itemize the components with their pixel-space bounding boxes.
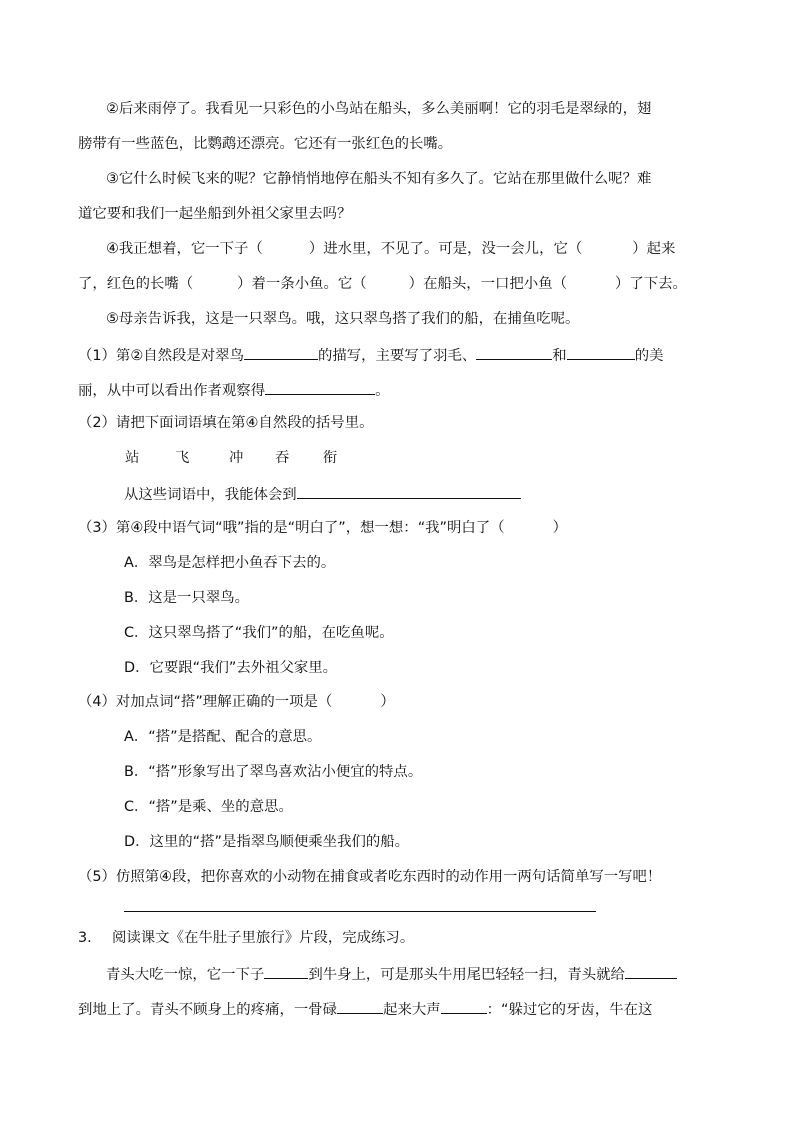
- p4-text-f: ）在船头，一口把小鱼（: [408, 276, 567, 292]
- p4-text-g: ）了下去。: [614, 276, 687, 292]
- question-4-prompt: [78, 692, 395, 712]
- q1-blank-2[interactable]: [476, 344, 552, 360]
- paragraph-2-line-2: 膀带有一些蓝色，比鹦鹉还漂亮。它还有一张红色的长嘴。: [78, 136, 453, 152]
- p4-text-a: ④我正想着，它一下子（: [106, 241, 263, 257]
- q1-blank-4[interactable]: [265, 379, 375, 395]
- section-3-line-2: [78, 998, 652, 1020]
- paragraph-2-line-1: ②后来雨停了。我看见一只彩色的小鸟站在船头，多么美丽啊！它的羽毛是翠绿的，翅: [106, 101, 652, 117]
- q4-option-a[interactable]: A．“搭”是搭配、配合的意思。: [124, 729, 322, 745]
- paragraph-3-line-2: 道它要和我们一起坐船到外祖父家里去吗？: [78, 206, 352, 222]
- q5-answer-line[interactable]: [124, 911, 596, 912]
- p4-text-e: ）着一条小鱼。它（: [237, 276, 367, 292]
- question-2-follow: [124, 483, 521, 505]
- q1-text-e: 丽，从中可以看出作者观察得: [78, 383, 266, 399]
- s3-blank-1[interactable]: [264, 963, 308, 979]
- q3-prompt-text: （3）第④段中语气词“哦”指的是“明白了”，想一想：“我”明白了（: [78, 520, 505, 536]
- q1-blank-1[interactable]: [244, 344, 318, 360]
- word-tun: 吞: [275, 450, 290, 466]
- section-number: 3.: [78, 930, 92, 946]
- q1-text-b: 的描写，主要写了羽毛、: [317, 348, 477, 364]
- section-3-line-1: [106, 963, 677, 985]
- q1-text-c: 和: [552, 348, 567, 364]
- p4-text-b: ）进水里，不见了。可是，没一会儿，它（: [308, 241, 583, 257]
- q4-option-b[interactable]: B．“搭”形象写出了翠鸟喜欢沾小便宜的特点。: [124, 764, 423, 780]
- q4-option-c[interactable]: C．“搭”是乘、坐的意思。: [124, 799, 293, 815]
- q4-prompt-text: （4）对加点词“搭”理解正确的一项是（: [78, 694, 333, 710]
- question-5-prompt: （5）仿照第④段，把你喜欢的小动物在捕食或者吃东西时的动作用一两句话简单写一写吧！: [78, 869, 662, 885]
- q1-blank-3[interactable]: [567, 344, 635, 360]
- q2-follow-text: 从这些词语中，我能体会到: [124, 487, 297, 503]
- q1-text-f: 。: [375, 383, 390, 399]
- word-xian: 衔: [323, 450, 338, 466]
- s3-text-d: 起来大声: [383, 1002, 441, 1018]
- q3-prompt-close: ）: [552, 520, 567, 536]
- q1-text-a: （1）第②自然段是对翠鸟: [78, 348, 244, 364]
- s3-blank-3[interactable]: [337, 998, 383, 1014]
- q3-option-c[interactable]: C．这只翠鸟搭了“我们”的船，在吃鱼呢。: [124, 625, 394, 641]
- section-3-heading: [78, 928, 414, 948]
- paragraph-5: ⑤母亲告诉我，这是一只翠鸟。哦，这只翠鸟搭了我们的船，在捕鱼吃呢。: [106, 311, 580, 327]
- s3-text-a: 青头大吃一惊，它一下子: [106, 967, 265, 983]
- s3-text-e: ：“躲过它的牙齿，牛在这: [486, 1002, 653, 1018]
- word-zhan: 站: [125, 450, 140, 466]
- s3-blank-4[interactable]: [441, 998, 487, 1014]
- q1-text-d: 的美: [634, 348, 664, 364]
- section-title: 阅读课文《在牛肚子里旅行》片段，完成练习。: [112, 930, 415, 946]
- word-fei: 飞: [175, 450, 190, 466]
- q3-option-b[interactable]: B．这是一只翠鸟。: [124, 590, 249, 606]
- p4-text-c: ）起来: [632, 241, 676, 257]
- q4-prompt-close: ）: [380, 694, 395, 710]
- paragraph-4-line-1: [106, 239, 675, 259]
- q3-option-d[interactable]: D．它要跟“我们”去外祖父家里。: [124, 660, 338, 676]
- question-2-prompt: （2）请把下面词语填在第④自然段的括号里。: [78, 415, 374, 431]
- p4-text-d: 了，红色的长嘴（: [78, 276, 194, 292]
- s3-text-c: 到地上了。青头不顾身上的疼痛，一骨碌: [78, 1002, 338, 1018]
- s3-text-b: 到牛身上，可是那头牛用尾巴轻轻一扫，青头就给: [308, 967, 625, 983]
- s3-blank-2[interactable]: [625, 963, 677, 979]
- q3-option-a[interactable]: A．翠鸟是怎样把小鱼吞下去的。: [124, 555, 336, 571]
- question-3-prompt: [78, 518, 567, 538]
- question-1-line-1: [78, 344, 663, 366]
- q2-answer-blank[interactable]: [297, 483, 521, 499]
- paragraph-3-line-1: ③它什么时候飞来的呢？它静悄悄地停在船头不知有多久了。它站在那里做什么呢？难: [106, 171, 652, 187]
- q4-option-d[interactable]: D．这里的“搭”是指翠鸟顺便乘坐我们的船。: [124, 834, 410, 850]
- question-1-line-2: [78, 379, 390, 401]
- word-chong: 冲: [229, 450, 244, 466]
- paragraph-4-line-2: [78, 274, 687, 294]
